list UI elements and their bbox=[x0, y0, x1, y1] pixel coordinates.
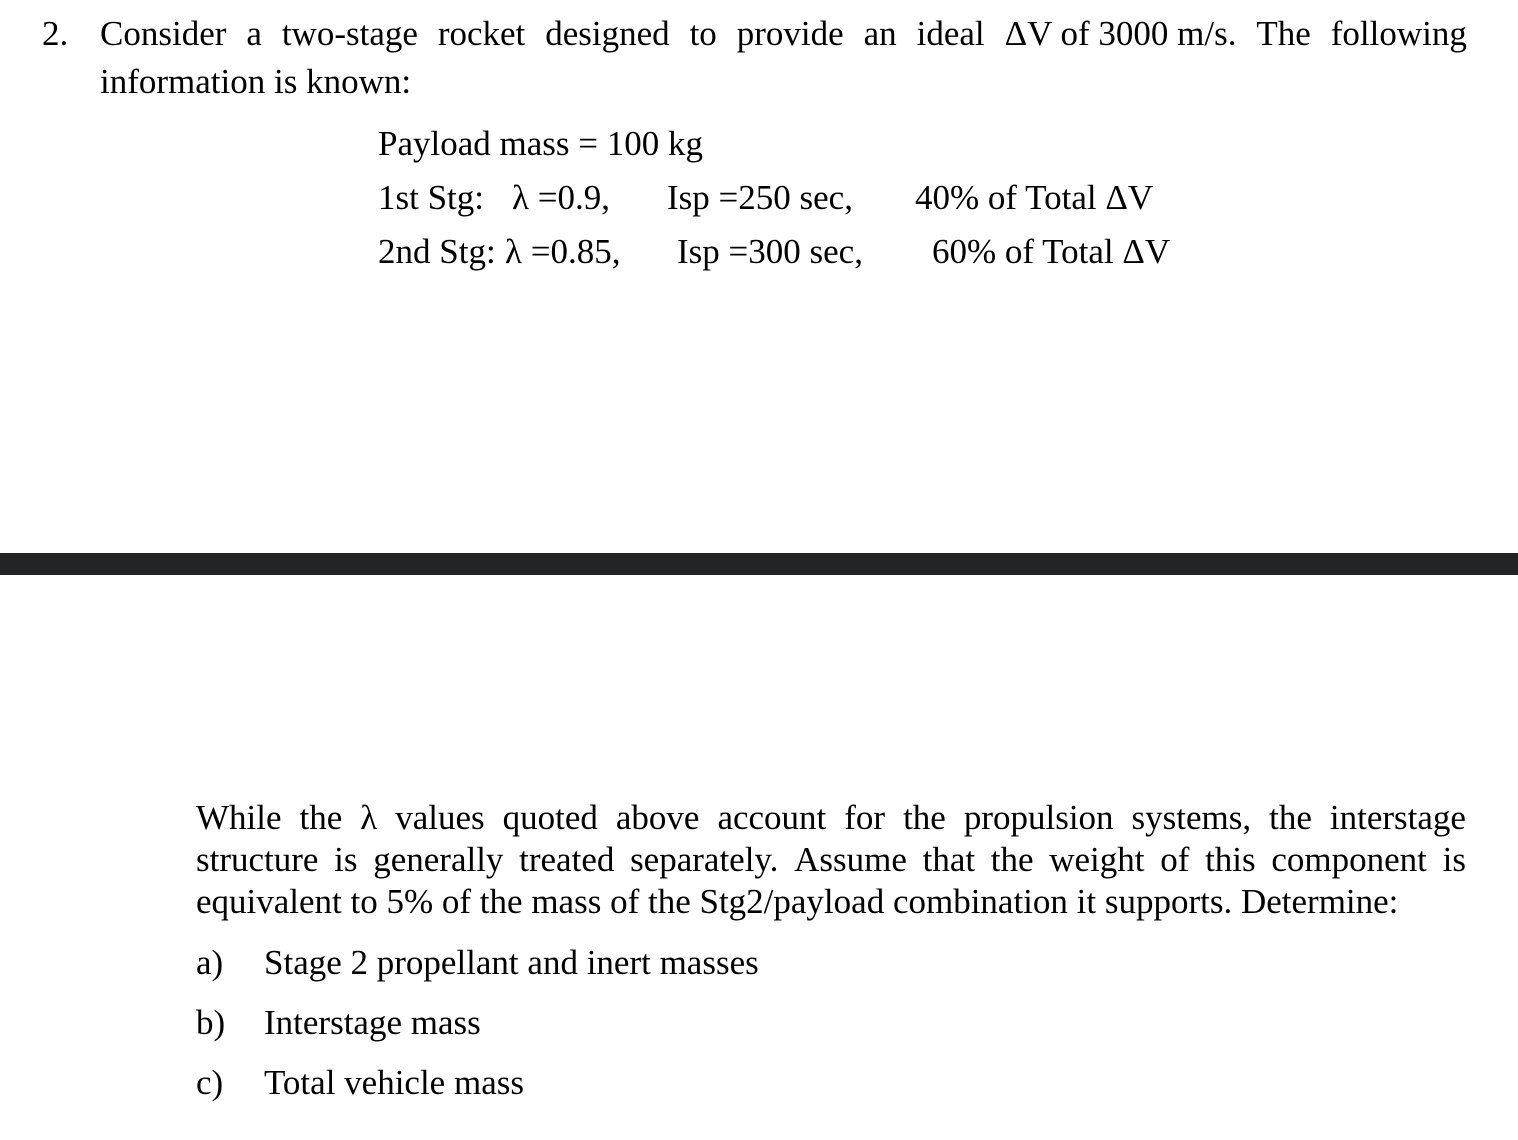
word: interstage bbox=[1329, 798, 1466, 837]
divider-bar bbox=[0, 553, 1518, 575]
word: values bbox=[395, 798, 485, 837]
question-line-1 bbox=[100, 14, 1467, 54]
word: above bbox=[615, 798, 700, 837]
word: systems, bbox=[1131, 798, 1252, 837]
word: the bbox=[1269, 798, 1312, 837]
paragraph-line-1 bbox=[196, 798, 1466, 838]
word: structure bbox=[196, 840, 319, 879]
word: weight bbox=[1049, 840, 1145, 879]
word: rocket bbox=[437, 14, 526, 53]
task-b-text: Interstage mass bbox=[264, 1003, 481, 1042]
word: two-stage bbox=[281, 14, 418, 53]
stage2-isp: Isp =300 sec, bbox=[677, 232, 863, 271]
task-b-letter: b) bbox=[196, 1003, 226, 1042]
word: the bbox=[990, 840, 1034, 879]
word: this bbox=[1205, 840, 1256, 879]
word: The bbox=[1256, 14, 1311, 53]
stage1-label: 1st Stg: bbox=[378, 178, 485, 217]
word: of bbox=[1160, 840, 1190, 879]
word: Assume bbox=[794, 840, 907, 879]
word: propulsion bbox=[963, 798, 1114, 837]
word: Consider bbox=[100, 14, 227, 53]
payload-mass: Payload mass = 100 kg bbox=[378, 124, 703, 163]
word: is bbox=[334, 840, 358, 879]
word: provide bbox=[736, 14, 844, 53]
lambda-symbol: λ bbox=[360, 798, 378, 837]
word: for bbox=[844, 798, 886, 837]
word: account bbox=[717, 798, 827, 837]
word: that bbox=[922, 840, 976, 879]
task-c-letter: c) bbox=[196, 1063, 224, 1102]
word: quoted bbox=[502, 798, 598, 837]
word: the bbox=[299, 798, 343, 837]
stage1-dv-share: 40% of Total ΔV bbox=[915, 178, 1154, 217]
task-a-letter: a) bbox=[196, 943, 224, 982]
paragraph-line-3: equivalent to 5% of the mass of the Stg2/payload combination it supports. Determine: bbox=[196, 882, 1399, 921]
question-number: 2. bbox=[42, 14, 69, 53]
delta-v-expression: ΔV of 3000 m/s. bbox=[1004, 14, 1237, 53]
stage2-lambda: λ =0.85, bbox=[505, 232, 621, 271]
word: following bbox=[1330, 14, 1467, 53]
word: to bbox=[689, 14, 717, 53]
word: separately. bbox=[630, 840, 779, 879]
word: component bbox=[1271, 840, 1427, 879]
word: generally bbox=[373, 840, 504, 879]
word: an bbox=[863, 14, 897, 53]
stage2-label: 2nd Stg: bbox=[378, 232, 496, 271]
word: is bbox=[1442, 840, 1466, 879]
word: treated bbox=[519, 840, 615, 879]
stage2-dv-share: 60% of Total ΔV bbox=[932, 232, 1171, 271]
task-a-text: Stage 2 propellant and inert masses bbox=[264, 943, 759, 982]
stage1-lambda: λ =0.9, bbox=[512, 178, 610, 217]
word: the bbox=[903, 798, 946, 837]
word: a bbox=[246, 14, 262, 53]
paragraph-line-2 bbox=[196, 840, 1466, 880]
word: While bbox=[196, 798, 282, 837]
question-line-2: information is known: bbox=[100, 62, 412, 101]
task-c-text: Total vehicle mass bbox=[264, 1063, 524, 1102]
word: ideal bbox=[916, 14, 985, 53]
stage1-isp: Isp =250 sec, bbox=[667, 178, 853, 217]
word: designed bbox=[545, 14, 670, 53]
